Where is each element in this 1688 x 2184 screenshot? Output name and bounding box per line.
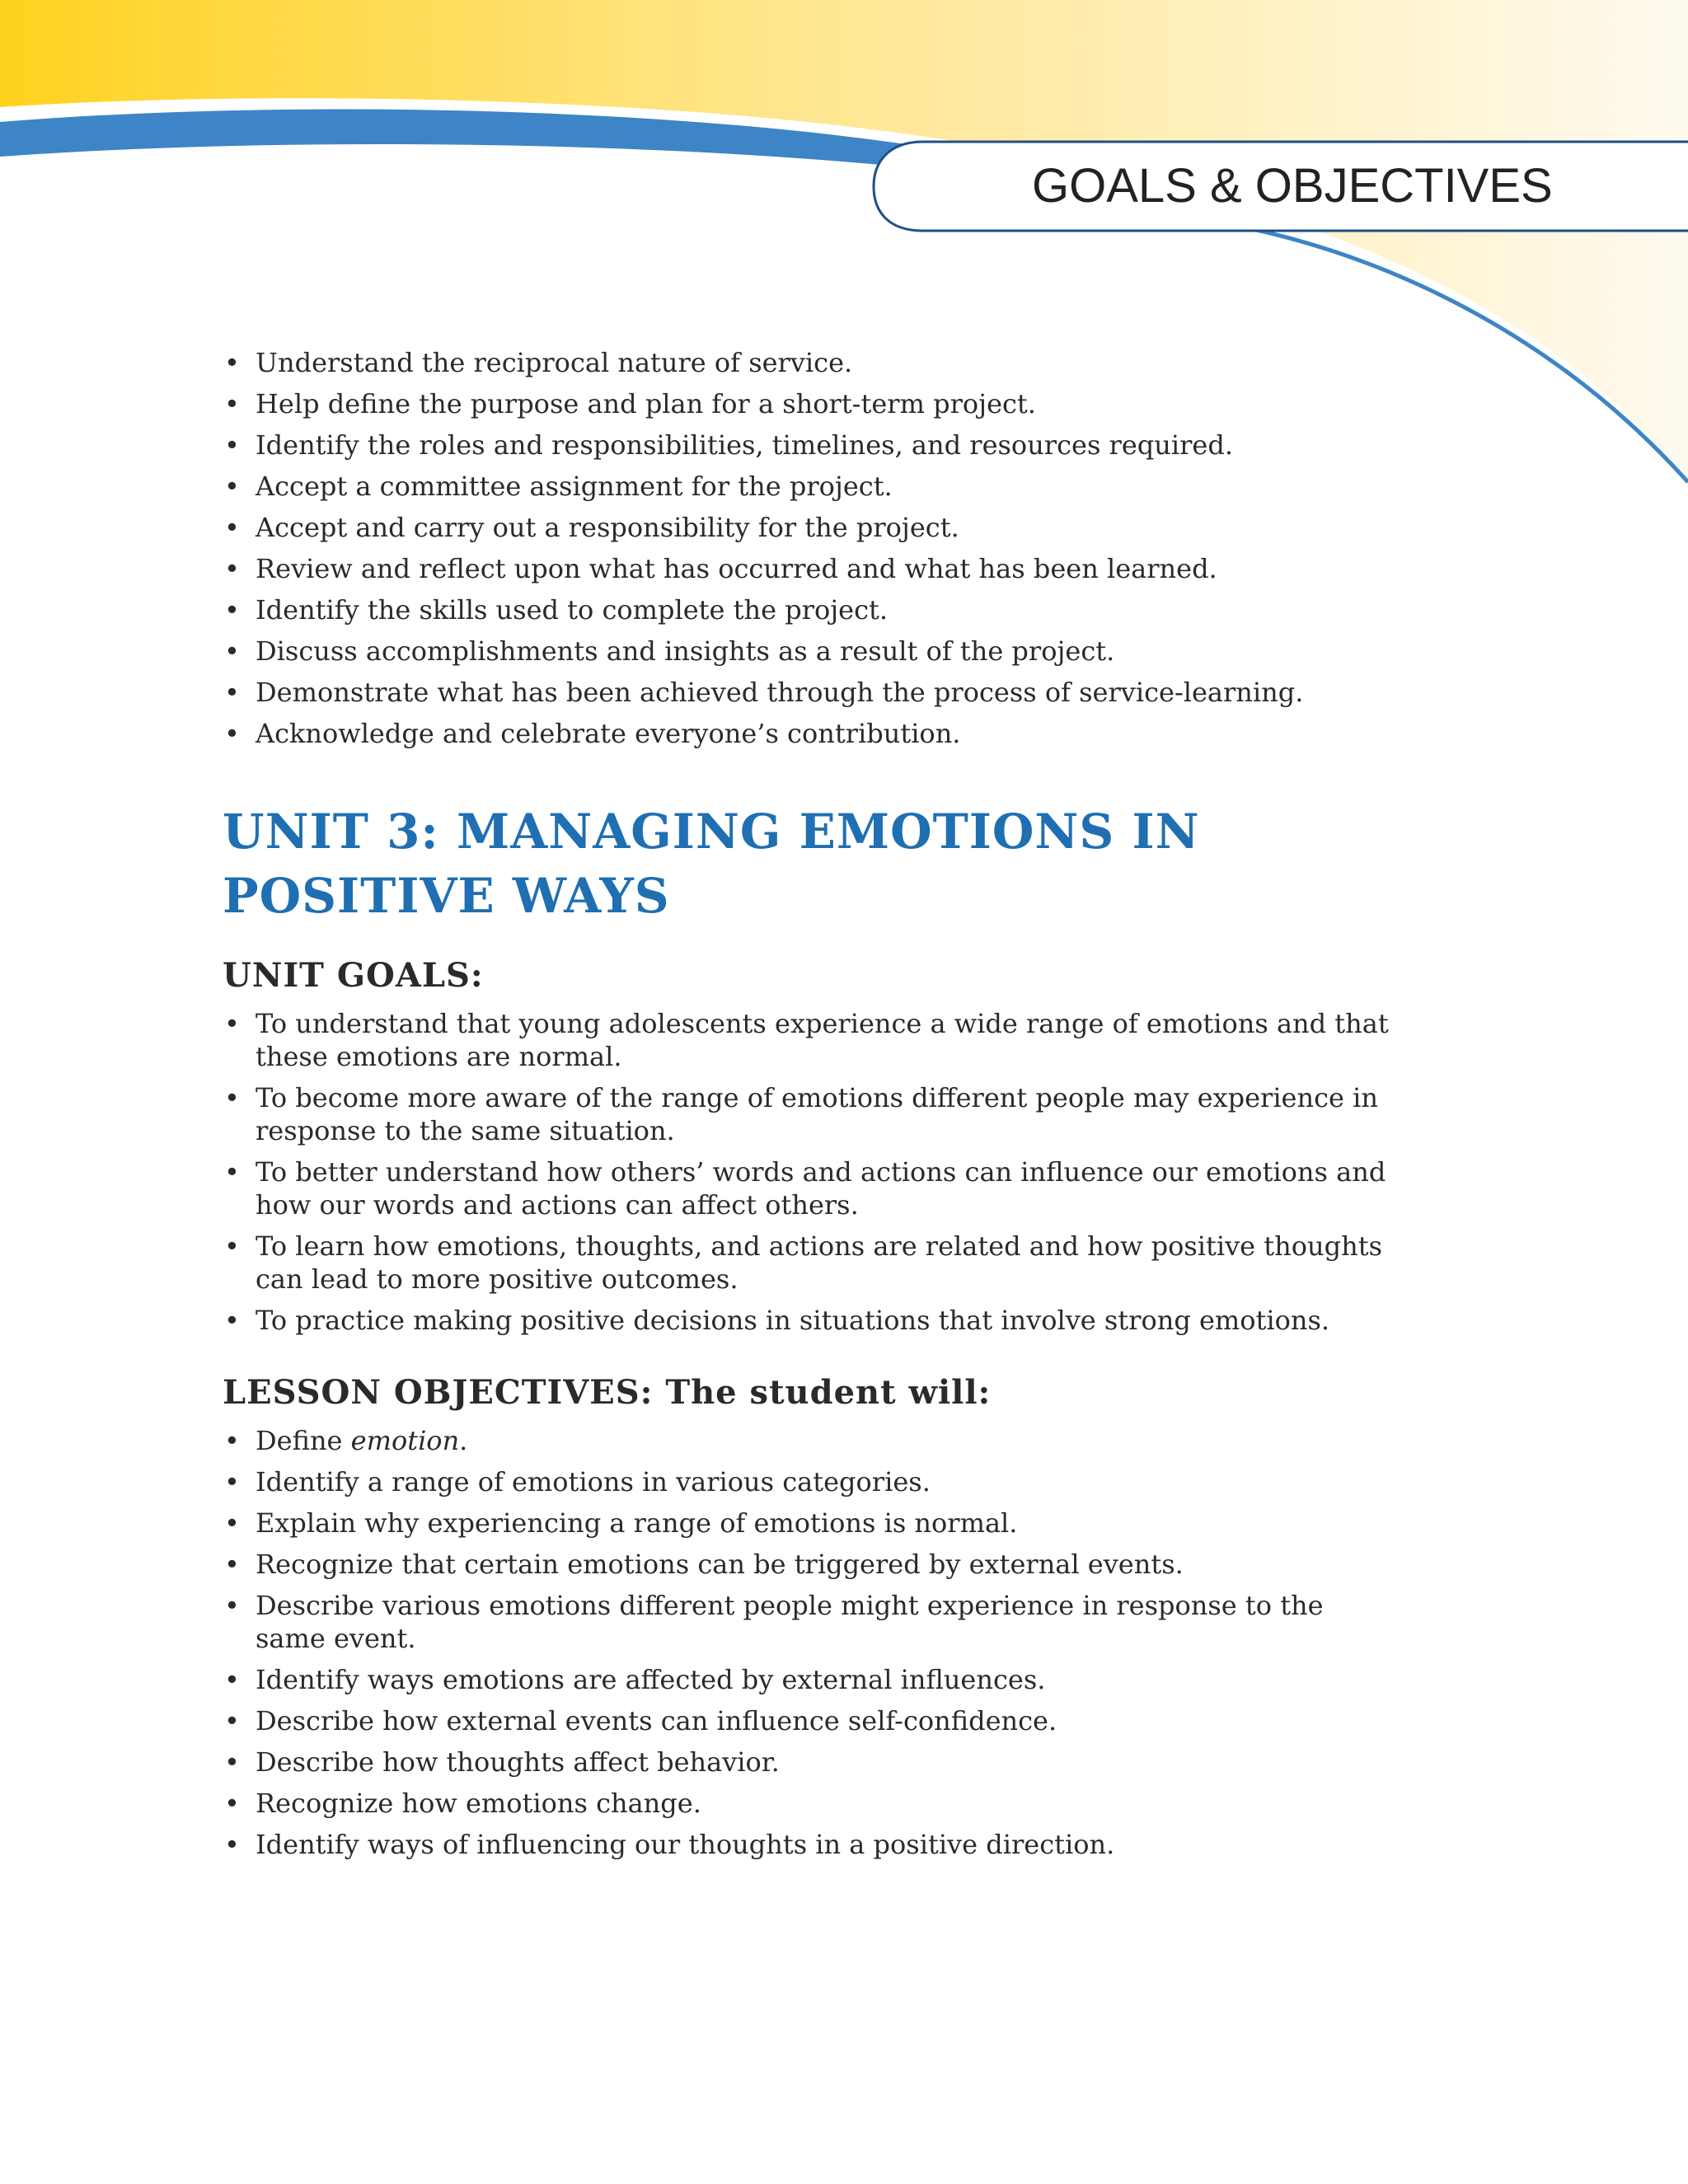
bullet-icon — [224, 511, 240, 544]
bullet-icon — [224, 1663, 240, 1696]
list-item: • Identify ways emotions are affected by external influences. — [223, 1663, 1393, 1696]
list-item: • Identify the roles and responsibilities, timelines, and resources required. — [223, 429, 1393, 462]
emphasized-term: emotion — [350, 1425, 460, 1456]
bullet-icon — [224, 552, 240, 585]
bullet-icon — [224, 1746, 240, 1779]
bullet-icon — [224, 1424, 240, 1457]
bullet-icon — [224, 1507, 240, 1540]
list-item: • To better understand how others’ words and actions can influence our emotions and how our words and actions can affect others. — [223, 1155, 1393, 1221]
list-item: • To learn how emotions, thoughts, and actions are related and how positive thoughts can lead to more positive outcomes. — [223, 1230, 1393, 1296]
bullet-icon — [224, 470, 240, 503]
bullet-icon — [224, 1548, 240, 1581]
list-item: • Understand the reciprocal nature of service. — [223, 346, 1393, 379]
page-header-title: GOALS & OBJECTIVES — [1032, 158, 1553, 213]
bullet-icon — [224, 1007, 240, 1040]
bullet-icon — [224, 1304, 240, 1337]
bullet-icon — [224, 1155, 240, 1188]
list-item: • Help define the purpose and plan for a short-term project. — [223, 387, 1393, 420]
list-item: • Identify ways of influencing our thoughts in a positive direction. — [223, 1828, 1393, 1861]
unit-goals-list — [223, 1007, 1393, 1337]
bullet-icon — [224, 635, 240, 668]
list-item: • Discuss accomplishments and insights as a result of the project. — [223, 635, 1393, 668]
bullet-icon — [224, 429, 240, 462]
list-item: • Recognize that certain emotions can be triggered by external events. — [223, 1548, 1393, 1581]
lesson-objectives-list — [223, 1424, 1393, 1861]
bullet-icon — [224, 1828, 240, 1861]
list-item: • Describe how thoughts affect behavior. — [223, 1746, 1393, 1779]
bullet-icon — [224, 1589, 240, 1622]
list-item: • Demonstrate what has been achieved through the process of service-learning. — [223, 676, 1393, 709]
list-item: • To become more aware of the range of emotions different people may experience in response to the same situation. — [223, 1081, 1393, 1147]
intro-list — [223, 346, 1393, 750]
list-item: • To understand that young adolescents experience a wide range of emotions and that these emotions are normal. — [223, 1007, 1393, 1073]
lesson-objectives-heading: LESSON OBJECTIVES: The student will: — [223, 1373, 992, 1412]
bullet-icon — [224, 346, 240, 379]
list-item: • Identify the skills used to complete the project. — [223, 593, 1393, 626]
bullet-icon — [224, 1704, 240, 1737]
bullet-icon — [224, 676, 240, 709]
list-item: • Recognize how emotions change. — [223, 1787, 1393, 1820]
bullet-icon — [224, 593, 240, 626]
list-item: • To practice making positive decisions in situations that involve strong emotions. — [223, 1304, 1393, 1337]
list-item: • Accept a committee assignment for the project. — [223, 470, 1393, 503]
bullet-icon — [224, 717, 240, 750]
bullet-icon — [224, 1465, 240, 1498]
list-item: • Describe how external events can influence self-confidence. — [223, 1704, 1393, 1737]
bullet-icon — [224, 1081, 240, 1114]
list-item: • Identify a range of emotions in various categories. — [223, 1465, 1393, 1498]
list-item: • Describe various emotions different people might experience in response to the same event. — [223, 1589, 1393, 1655]
bullet-icon — [224, 1787, 240, 1820]
bullet-icon — [224, 1230, 240, 1263]
bullet-icon — [224, 387, 240, 420]
unit-title: UNIT 3: MANAGING EMOTIONS IN POSITIVE WAYS — [223, 804, 1200, 924]
list-item: • Explain why experiencing a range of emotions is normal. — [223, 1507, 1393, 1540]
list-item: • Accept and carry out a responsibility for the project. — [223, 511, 1393, 544]
list-item: • Acknowledge and celebrate everyone’s contribution. — [223, 717, 1393, 750]
unit-goals-heading: UNIT GOALS: — [223, 956, 484, 995]
main-content — [223, 346, 1393, 1869]
list-item: • Review and reflect upon what has occurred and what has been learned. — [223, 552, 1393, 585]
list-item: • Define emotion. — [223, 1424, 1393, 1457]
